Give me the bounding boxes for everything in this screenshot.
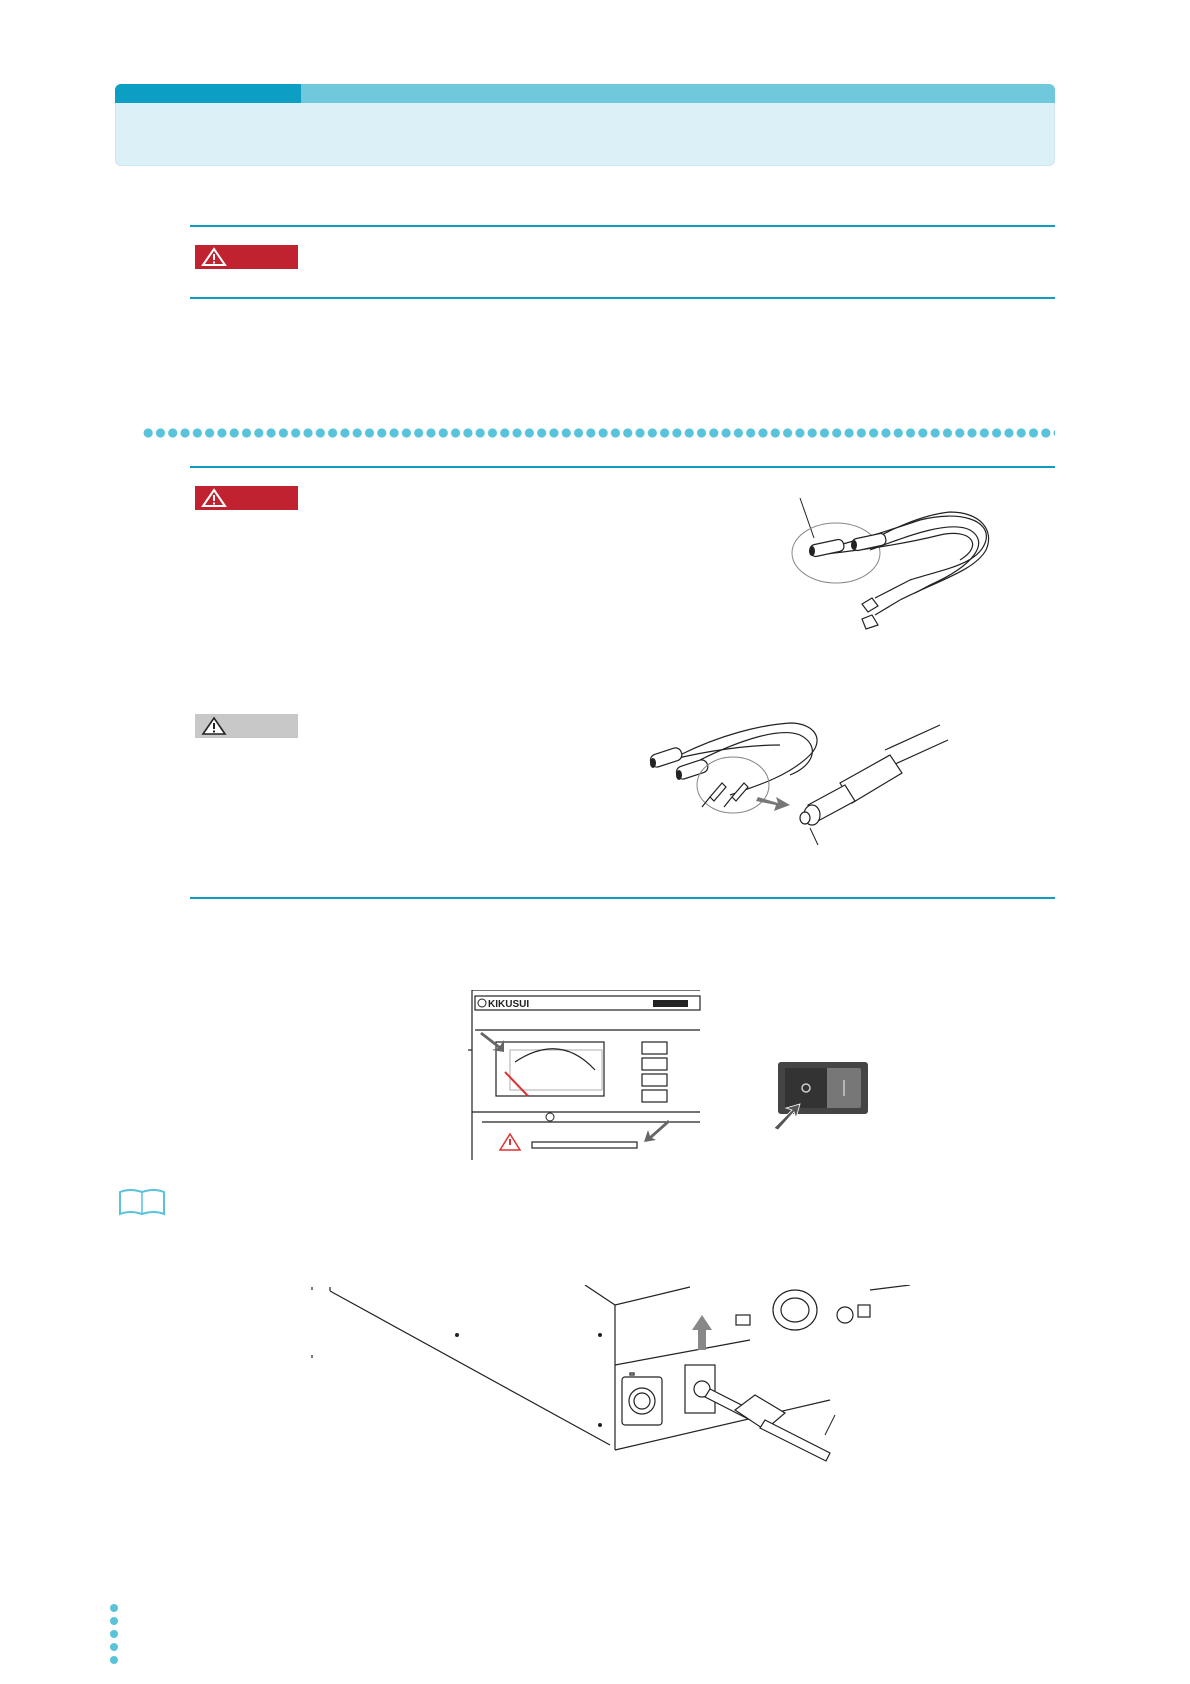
warning-badge	[195, 245, 298, 269]
caution-badge	[195, 714, 298, 738]
chapter-header-banner	[115, 84, 1055, 166]
rear-chassis-illustration	[310, 1285, 920, 1485]
warning-bottom-rule	[190, 297, 1055, 299]
section-top-rule	[190, 466, 1055, 468]
brand-label: KIKUSUI	[488, 999, 530, 1010]
caution-triangle-icon	[201, 716, 227, 736]
section-dotted-separator	[142, 428, 1055, 438]
test-leads-illustration	[790, 490, 1010, 640]
header-accent-light	[301, 84, 1055, 103]
warning-top-rule	[190, 225, 1055, 227]
banana-plug-illustration	[640, 705, 970, 875]
section-bottom-rule	[190, 897, 1055, 899]
warning-badge-2	[195, 486, 298, 510]
power-switch-illustration	[770, 1060, 870, 1132]
warning-triangle-icon	[201, 488, 227, 508]
book-icon	[116, 1186, 168, 1218]
side-nav-dot	[110, 1604, 118, 1612]
side-nav-dot	[110, 1643, 118, 1651]
side-nav-dot	[110, 1630, 118, 1638]
side-nav-dot	[110, 1656, 118, 1664]
meter-front-panel-illustration	[460, 990, 705, 1160]
warning-triangle-icon	[201, 247, 227, 267]
header-accent-dark	[115, 84, 301, 103]
side-nav-dot	[110, 1617, 118, 1625]
